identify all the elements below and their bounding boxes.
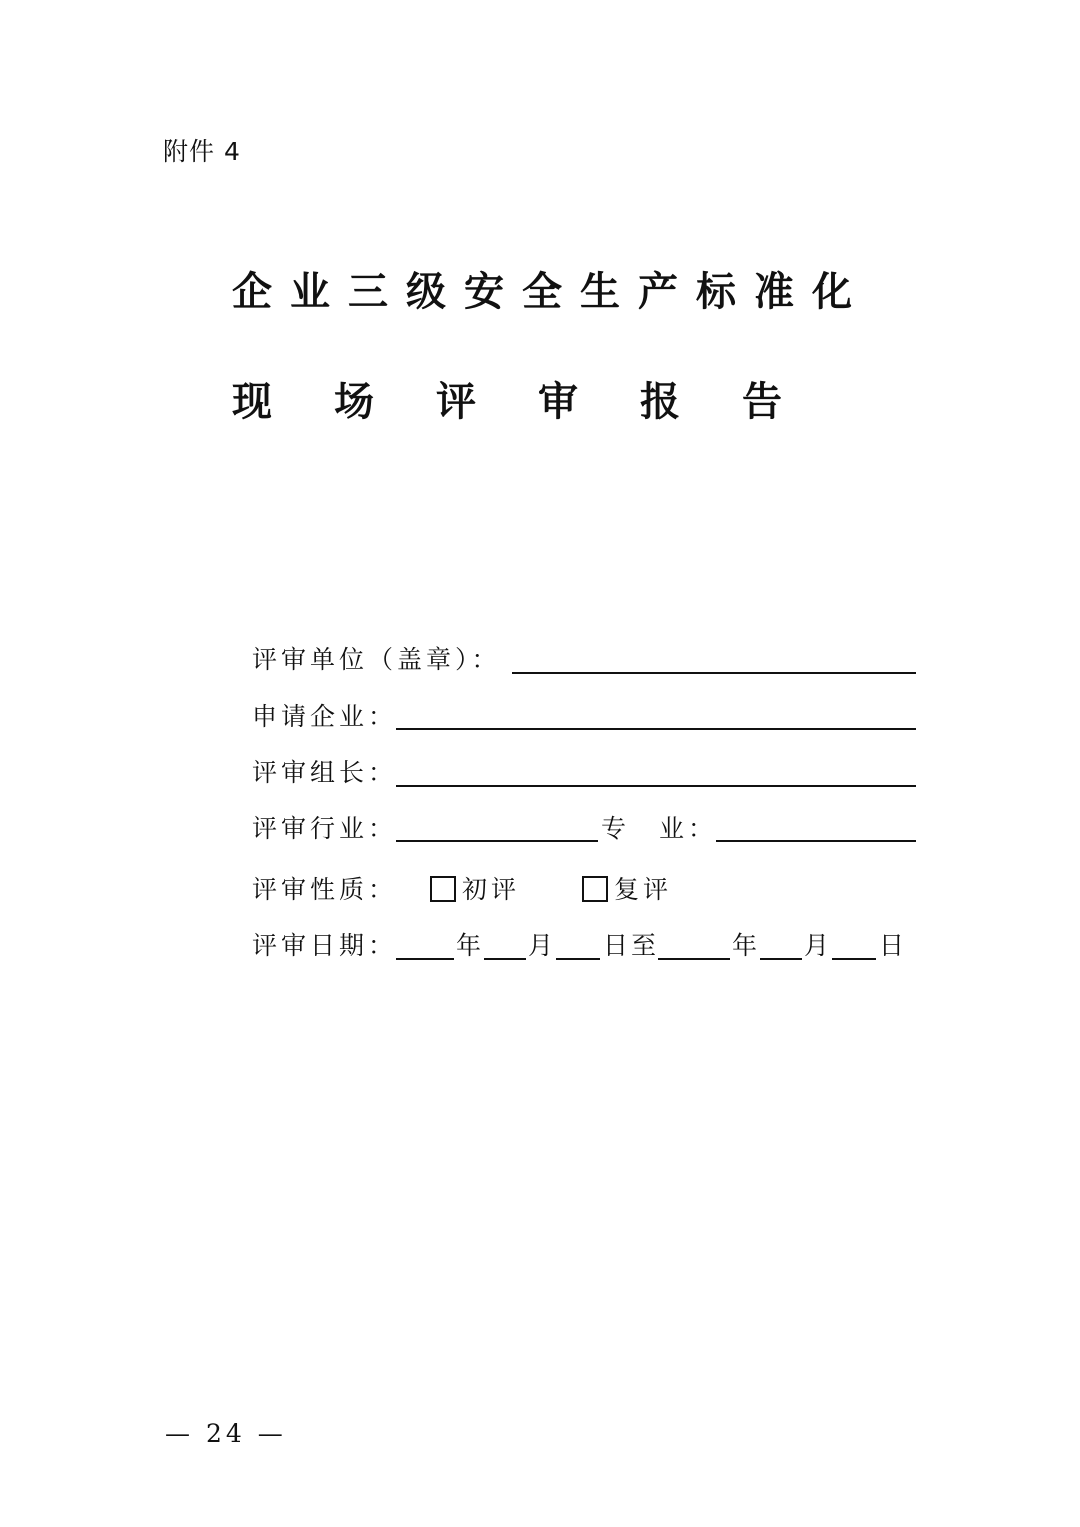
start-year-field[interactable] bbox=[396, 958, 454, 960]
day-label: 日 bbox=[879, 931, 909, 960]
date-label: 评审日期： bbox=[252, 931, 398, 960]
specialty-field[interactable] bbox=[716, 840, 916, 842]
industry-field[interactable] bbox=[396, 840, 598, 842]
end-day-field[interactable] bbox=[832, 958, 876, 960]
initial-review-checkbox[interactable] bbox=[430, 876, 456, 902]
re-review-label: 复评 bbox=[614, 875, 673, 904]
day-label: 日 bbox=[603, 931, 633, 960]
attachment-label: 附件 4 bbox=[163, 137, 241, 166]
month-label: 月 bbox=[804, 931, 834, 960]
specialty-label: 专 业： bbox=[601, 814, 718, 843]
applicant-label: 申请企业： bbox=[252, 702, 398, 731]
nature-label: 评审性质： bbox=[252, 875, 398, 904]
year-label: 年 bbox=[732, 931, 762, 960]
document-title-line1: 企业三级安全生产标准化 bbox=[232, 269, 870, 315]
to-label: 至 bbox=[631, 931, 661, 960]
page-number: — 24 — bbox=[165, 1419, 287, 1448]
review-unit-field[interactable] bbox=[512, 672, 916, 674]
review-unit-label: 评审单位（盖章）： bbox=[252, 645, 501, 674]
document-title-line2: 现场评审报告 bbox=[232, 379, 844, 425]
applicant-field[interactable] bbox=[396, 728, 916, 730]
industry-label: 评审行业： bbox=[252, 814, 398, 843]
start-day-field[interactable] bbox=[556, 958, 600, 960]
team-leader-field[interactable] bbox=[396, 785, 916, 787]
end-year-field[interactable] bbox=[658, 958, 730, 960]
re-review-checkbox[interactable] bbox=[582, 876, 608, 902]
month-label: 月 bbox=[528, 931, 558, 960]
end-month-field[interactable] bbox=[760, 958, 802, 960]
start-month-field[interactable] bbox=[484, 958, 526, 960]
year-label: 年 bbox=[456, 931, 486, 960]
initial-review-label: 初评 bbox=[462, 875, 521, 904]
team-leader-label: 评审组长： bbox=[252, 758, 398, 787]
